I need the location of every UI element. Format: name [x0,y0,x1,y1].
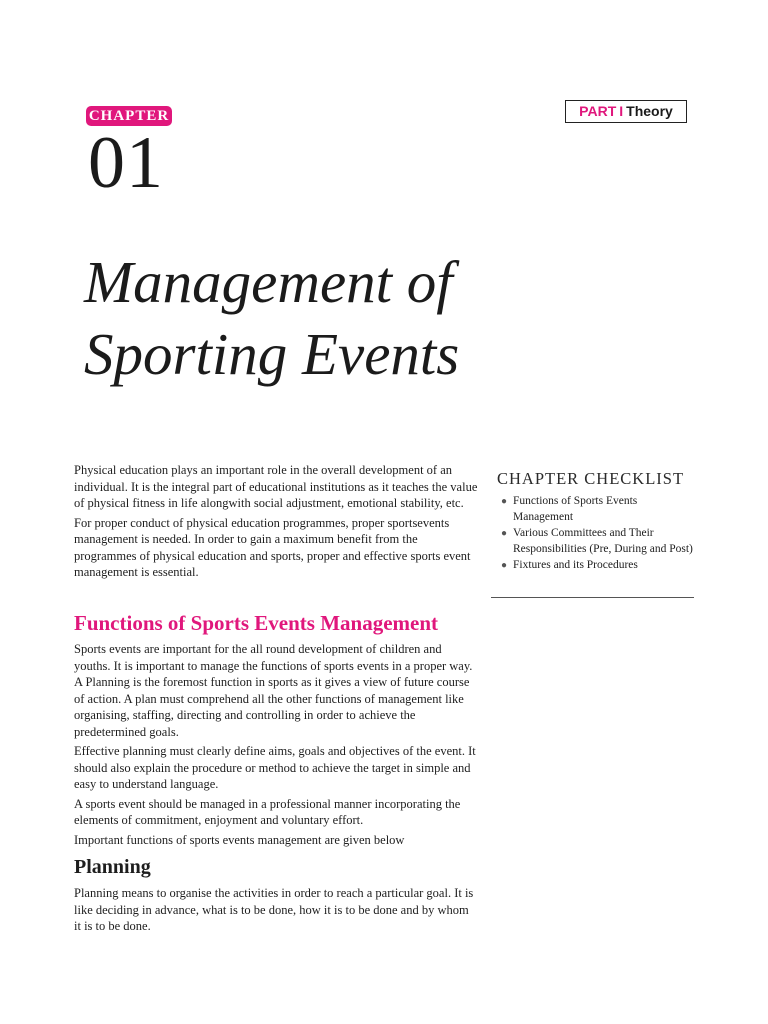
checklist-item-text: Fixtures and its Procedures [513,559,638,571]
planning-section [74,885,478,938]
section-heading-planning: Planning [74,856,151,878]
part-name: Theory [626,103,673,119]
chapter-number: 01 [88,122,164,204]
chapter-badge: CHAPTER [86,106,172,126]
intro-paragraph-2: For proper conduct of physical education programmes, proper sportsevents management is needed. In order to gain a maximum benefit from the programmes of physical education and sports, proper and effective sports event management is essential. [74,515,471,579]
part-separator: I [619,103,624,119]
bullet-icon: ● [501,496,508,507]
functions-paragraph-2: Effective planning must clearly define aims, goals and objectives of the event. It should also explain the procedure or method to achieve the target in simple and easy to understand language. [74,744,476,791]
intro-paragraph-1: Physical education plays an important role in the overall development of an individual. It is the integral part of educational institutions as it teaches the value of physical fitness in life alongwith social adjustment, emotional stability, etc. [74,463,478,510]
checklist-item [501,494,694,525]
checklist-item [501,558,694,574]
section-heading-functions: Functions of Sports Events Management [74,611,439,635]
part-label: PART [579,103,617,119]
functions-section [74,641,478,851]
intro-section [74,462,478,584]
bullet-icon: ● [501,560,508,571]
part-label-box [565,100,687,123]
page-title-line-2: Sporting Events [84,321,460,387]
planning-paragraph-1: Planning means to organise the activities in order to reach a particular goal. It is like deciding in advance, what is to be done, how it is to be done and by whom it is to be done. [74,886,474,933]
checklist-item [501,526,694,557]
checklist-list [497,494,694,574]
page-title [84,246,644,390]
functions-paragraph-1: Sports events are important for the all round development of children and youths. It is important to manage the functions of sports events in a proper way. A Planning is the foremost function in sports as it gives a view of future course of action. A plan must comprehend all the other functions of management like organising, staffing, directing and controlling in order to achieve the predetermined goals. [74,642,473,739]
page-title-line-1: Management of [84,249,453,315]
bullet-icon: ● [501,528,508,539]
chapter-checklist [497,468,694,575]
functions-paragraph-4: Important functions of sports events management are given below [74,832,405,847]
checklist-divider [491,597,694,598]
checklist-item-text: Various Committees and Their Responsibilities (Pre, During and Post) [513,527,693,555]
checklist-item-text: Functions of Sports Events Management [513,495,638,523]
checklist-title: CHAPTER CHECKLIST [497,469,685,488]
functions-paragraph-3: A sports event should be managed in a professional manner incorporating the elements of commitment, enjoyment and voluntary effort. [74,796,461,827]
